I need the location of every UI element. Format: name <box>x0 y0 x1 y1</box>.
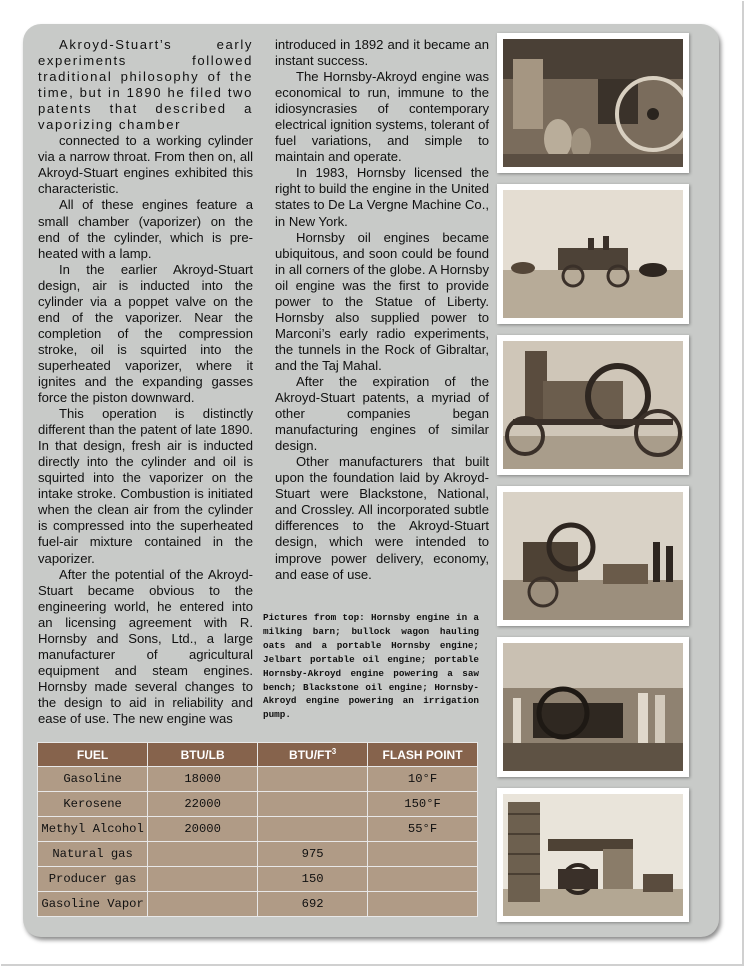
table-header-row <box>38 743 478 767</box>
fuel-cell: Natural gas <box>38 842 148 867</box>
paragraph: All of these engines feature a small chamber (vaporizer) on the end of the cylinder, which is pre-heated with a lamp. <box>38 197 253 261</box>
paragraph: After the potential of the Akroyd-Stuart became obvious to the engineering world, he entered into an licensing agreement with R. Hornsby and Sons, Ltd., a large manufacturer of agricultural equipment and steam engines. Hornsby made several changes to the design to aid in reliability and ease of use. The new engine was <box>38 566 253 726</box>
btu-ft-label: BTU/FT <box>289 748 332 762</box>
btu-lb-cell <box>148 867 258 892</box>
paragraph: The Hornsby-Akroyd engine was economical to run, immune to the idiosyncrasies of contemporary electrical ignition systems, tolerant of fuel variations, and simple to maintain and operate. <box>275 69 489 165</box>
btu-lb-cell <box>148 892 258 917</box>
btu-ft3-cell <box>258 792 368 817</box>
btu-lb-cell: 22000 <box>148 792 258 817</box>
article-column-2 <box>275 37 489 583</box>
paragraph: After the expiration of the Akroyd-Stuart patents, a myriad of other companies began manufacturing engines of similar design. <box>275 373 489 454</box>
engine-barn-image <box>503 39 683 167</box>
flash-point-cell <box>368 867 478 892</box>
paragraph: Akroyd-Stuart’s early experiments followed traditional philosophy of the time, but in 1890 he filed two patents that described a vaporizing chamber <box>38 37 253 133</box>
bullock-wagon-image <box>503 190 683 318</box>
fuel-cell: Gasoline <box>38 767 148 792</box>
blackstone-engine-image <box>503 643 683 771</box>
flash-point-cell: 150°F <box>368 792 478 817</box>
btu-ft3-cell: 692 <box>258 892 368 917</box>
btu-ft3-cell: 150 <box>258 867 368 892</box>
column-header-btu-lb: BTU/LB <box>148 743 258 767</box>
btu-ft3-cell <box>258 817 368 842</box>
photo-irrigation-pump <box>497 788 689 922</box>
fuel-comparison-table <box>37 742 478 917</box>
btu-lb-cell: 20000 <box>148 817 258 842</box>
table-row <box>38 767 478 792</box>
fuel-cell: Methyl Alcohol <box>38 817 148 842</box>
table-row <box>38 817 478 842</box>
paragraph: In 1983, Hornsby licensed the right to build the engine in the United states to De La Vergne Machine Co., in New York. <box>275 165 489 229</box>
flash-point-cell: 55°F <box>368 817 478 842</box>
saw-bench-image <box>503 492 683 620</box>
photo-jelbart-engine <box>497 335 689 475</box>
btu-ft3-cell <box>258 767 368 792</box>
btu-ft3-cell: 975 <box>258 842 368 867</box>
table-row <box>38 867 478 892</box>
fuel-cell: Kerosene <box>38 792 148 817</box>
photo-saw-bench <box>497 486 689 626</box>
flash-point-cell: 10°F <box>368 767 478 792</box>
table-row <box>38 842 478 867</box>
photo-blackstone-engine <box>497 637 689 777</box>
paragraph: In the earlier Akroyd-Stuart design, air is inducted into the cylinder via a poppet valve on the end of the vaporizer. Near the completion of the compression stroke, oil is squirted into the superheated vaporizer, where it ignites and the expanding gasses force the piston downward. <box>38 261 253 406</box>
flash-point-cell <box>368 842 478 867</box>
photo-bullock-wagon <box>497 184 689 324</box>
column-header-btu-ft3 <box>258 743 368 767</box>
jelbart-engine-image <box>503 341 683 469</box>
btu-lb-cell: 18000 <box>148 767 258 792</box>
photo-milking-barn <box>497 33 689 173</box>
paragraph: Other manufacturers that built upon the foundation laid by Akroyd-Stuart were Blackstone, National, and Crossley. All incorporated subtle differences to the Akroyd-Stuart design, which were intended to improve power delivery, economy, and ease of use. <box>275 454 489 582</box>
table-row <box>38 892 478 917</box>
paragraph: connected to a working cylinder via a narrow throat. From then on, all Akroyd-Stuart engines exhibited this characteristic. <box>38 133 253 197</box>
fuel-cell: Producer gas <box>38 867 148 892</box>
photo-caption: Pictures from top: Hornsby engine in a milking barn; bullock wagon hauling oats and a portable Hornsby engine; Jelbart portable oil engine; portable Hornsby-Akroyd engine powering a saw bench; Blackstone oil engine; Hornsby-Akroyd engine powering an irrigation pump. <box>263 612 479 721</box>
paragraph: Hornsby oil engines became ubiquitous, and soon could be found in all corners of the globe. A Hornsby oil engine was the first to provide power to the Statue of Liberty. Hornsby also supplied power to Marconi’s early radio experiments, the tunnels in the Rock of Gibraltar, and the Taj Mahal. <box>275 229 489 373</box>
table-row <box>38 792 478 817</box>
column-header-flash-point: FLASH POINT <box>368 743 478 767</box>
cubic-superscript: 3 <box>331 747 337 756</box>
paragraph: introduced in 1892 and it became an instant success. <box>275 37 489 69</box>
paragraph: This operation is distinctly different than the patent of late 1890. In that design, fresh air is inducted directly into the cylinder and oil is squirted into the vaporizer on the intake stroke. Combustion is initiated when the clean air from the cylinder is compressed into the superheated fuel-air mixture contained in the vaporizer. <box>38 406 253 566</box>
column-header-fuel: FUEL <box>38 743 148 767</box>
btu-lb-cell <box>148 842 258 867</box>
irrigation-pump-image <box>503 794 683 916</box>
article-column-1 <box>38 37 253 727</box>
flash-point-cell <box>368 892 478 917</box>
fuel-cell: Gasoline Vapor <box>38 892 148 917</box>
